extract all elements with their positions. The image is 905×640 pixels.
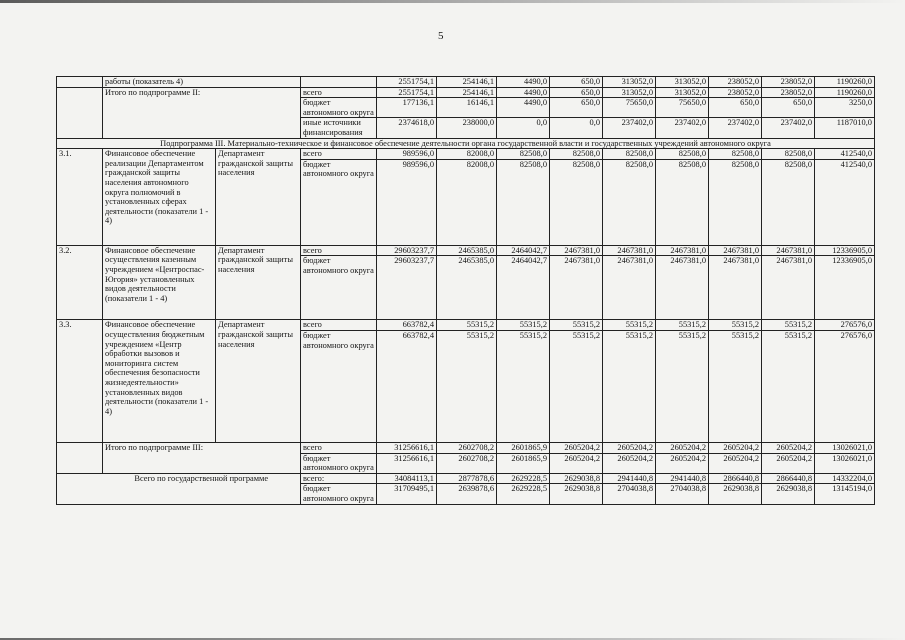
item-name: Финансовое обеспечение осуществления бюджетным учреждением «Центр обработки вызовов и мониторинга систем обеспечения безопасности жизнедеятельности» установленных видов деятельности (показатели 1 - 4) bbox=[103, 320, 216, 443]
value-cell: 2605204,2 bbox=[550, 442, 603, 453]
value-cell: 2629038,8 bbox=[709, 484, 762, 504]
value-cell: 238052,0 bbox=[709, 77, 762, 88]
item-number: 3.3. bbox=[57, 320, 103, 443]
item-number: 3.2. bbox=[57, 245, 103, 320]
value-cell: 2605204,2 bbox=[603, 442, 656, 453]
source-cell: всего bbox=[301, 245, 377, 256]
value-cell: 2464042,7 bbox=[497, 245, 550, 256]
value-cell: 75650,0 bbox=[656, 98, 709, 118]
value-cell: 82008,0 bbox=[437, 149, 497, 160]
value-cell: 82508,0 bbox=[762, 159, 815, 245]
value-cell: 55315,2 bbox=[497, 330, 550, 442]
item-name: Финансовое обеспечение реализации Департаментом гражданской защиты населения автономного округа полномочий в установленных сферах деятельности (показатели 1 - 4) bbox=[103, 149, 216, 246]
value-cell: 650,0 bbox=[550, 77, 603, 88]
value-cell: 2605204,2 bbox=[550, 453, 603, 473]
value-cell: 31709495,1 bbox=[377, 484, 437, 504]
value-cell: 2374618,0 bbox=[377, 118, 437, 138]
value-cell: 2602708,2 bbox=[437, 442, 497, 453]
value-cell: 2467381,0 bbox=[603, 256, 656, 320]
value-cell: 55315,2 bbox=[437, 320, 497, 331]
value-cell: 2605204,2 bbox=[709, 453, 762, 473]
value-cell: 82508,0 bbox=[497, 149, 550, 160]
value-cell: 82508,0 bbox=[497, 159, 550, 245]
item-name: Финансовое обеспечение осуществления казенным учреждением «Центроспас-Югория» установленных видов деятельности (показатели 1 - 4) bbox=[103, 245, 216, 320]
value-cell: 13026021,0 bbox=[815, 453, 875, 473]
source-cell: всего bbox=[301, 87, 377, 98]
value-cell: 177136,1 bbox=[377, 98, 437, 118]
value-cell: 276576,0 bbox=[815, 330, 875, 442]
value-cell: 55315,2 bbox=[656, 320, 709, 331]
source-cell: бюджет автономного округа bbox=[301, 256, 377, 320]
value-cell: 29603237,7 bbox=[377, 245, 437, 256]
value-cell: 237402,0 bbox=[603, 118, 656, 138]
value-cell: 82508,0 bbox=[709, 159, 762, 245]
value-cell: 2467381,0 bbox=[709, 256, 762, 320]
table-row bbox=[57, 87, 875, 98]
source-cell: бюджет автономного округа bbox=[301, 484, 377, 504]
value-cell: 2467381,0 bbox=[709, 245, 762, 256]
value-cell: 2941440,8 bbox=[603, 473, 656, 484]
value-cell: 2605204,2 bbox=[603, 453, 656, 473]
value-cell: 0,0 bbox=[550, 118, 603, 138]
value-cell: 82508,0 bbox=[656, 159, 709, 245]
value-cell: 663782,4 bbox=[377, 320, 437, 331]
value-cell: 82508,0 bbox=[550, 159, 603, 245]
source-cell: бюджет автономного округа bbox=[301, 453, 377, 473]
table-row bbox=[57, 442, 875, 453]
value-cell: 55315,2 bbox=[656, 330, 709, 442]
table-row bbox=[57, 245, 875, 256]
value-cell: 2467381,0 bbox=[762, 256, 815, 320]
value-cell: 2704038,8 bbox=[603, 484, 656, 504]
value-cell: 650,0 bbox=[550, 98, 603, 118]
value-cell: 238000,0 bbox=[437, 118, 497, 138]
grand-total-label: Всего по государственной программе bbox=[103, 473, 301, 504]
value-cell: 2467381,0 bbox=[550, 256, 603, 320]
value-cell: 13145194,0 bbox=[815, 484, 875, 504]
value-cell: 2551754,1 bbox=[377, 87, 437, 98]
source-cell: всего bbox=[301, 149, 377, 160]
value-cell: 276576,0 bbox=[815, 320, 875, 331]
value-cell: 3250,0 bbox=[815, 98, 875, 118]
value-cell: 237402,0 bbox=[656, 118, 709, 138]
value-cell: 254146,1 bbox=[437, 87, 497, 98]
page-number: 5 bbox=[438, 30, 444, 42]
value-cell: 2629228,5 bbox=[497, 484, 550, 504]
value-cell: 313052,0 bbox=[603, 77, 656, 88]
value-cell: 2551754,1 bbox=[377, 77, 437, 88]
value-cell: 55315,2 bbox=[437, 330, 497, 442]
value-cell: 82508,0 bbox=[656, 149, 709, 160]
value-cell: 313052,0 bbox=[656, 87, 709, 98]
table-row bbox=[57, 149, 875, 160]
value-cell: 2629038,8 bbox=[550, 484, 603, 504]
value-cell: 2866440,8 bbox=[762, 473, 815, 484]
value-cell: 2467381,0 bbox=[656, 256, 709, 320]
value-cell: 2866440,8 bbox=[709, 473, 762, 484]
table-row bbox=[57, 473, 875, 484]
value-cell: 82008,0 bbox=[437, 159, 497, 245]
value-cell: 1190260,0 bbox=[815, 77, 875, 88]
value-cell: 4490,0 bbox=[497, 98, 550, 118]
value-cell: 34084113,1 bbox=[377, 473, 437, 484]
value-cell: 2601865,9 bbox=[497, 453, 550, 473]
scan-edge-top bbox=[0, 0, 905, 3]
source-cell: всего bbox=[301, 320, 377, 331]
table-row bbox=[57, 77, 875, 88]
source-cell: бюджет автономного округа bbox=[301, 98, 377, 118]
value-cell: 55315,2 bbox=[762, 330, 815, 442]
value-cell: 2629038,8 bbox=[762, 484, 815, 504]
value-cell: 2629038,8 bbox=[550, 473, 603, 484]
value-cell: 2605204,2 bbox=[762, 453, 815, 473]
value-cell: 989596,0 bbox=[377, 159, 437, 245]
value-cell: 237402,0 bbox=[762, 118, 815, 138]
value-cell: 2605204,2 bbox=[709, 442, 762, 453]
subtotal-label: Итого по подпрограмме III: bbox=[103, 442, 301, 473]
value-cell: 2605204,2 bbox=[762, 442, 815, 453]
value-cell: 313052,0 bbox=[656, 77, 709, 88]
item-executor: Департамент гражданской защиты населения bbox=[216, 149, 301, 246]
value-cell: 75650,0 bbox=[603, 98, 656, 118]
value-cell: 82508,0 bbox=[550, 149, 603, 160]
value-cell: 55315,2 bbox=[497, 320, 550, 331]
value-cell: 254146,1 bbox=[437, 77, 497, 88]
value-cell: 650,0 bbox=[709, 98, 762, 118]
value-cell: 1190260,0 bbox=[815, 87, 875, 98]
value-cell: 2464042,7 bbox=[497, 256, 550, 320]
value-cell: 2467381,0 bbox=[603, 245, 656, 256]
source-cell: бюджет автономного округа bbox=[301, 330, 377, 442]
value-cell: 237402,0 bbox=[709, 118, 762, 138]
value-cell: 55315,2 bbox=[550, 330, 603, 442]
value-cell: 4490,0 bbox=[497, 77, 550, 88]
program-budget-table bbox=[56, 76, 875, 505]
value-cell: 2877878,6 bbox=[437, 473, 497, 484]
value-cell: 14332204,0 bbox=[815, 473, 875, 484]
value-cell: 2467381,0 bbox=[762, 245, 815, 256]
value-cell: 238052,0 bbox=[709, 87, 762, 98]
value-cell: 412540,0 bbox=[815, 149, 875, 160]
value-cell: 31256616,1 bbox=[377, 453, 437, 473]
value-cell: 2605204,2 bbox=[656, 442, 709, 453]
table-row bbox=[57, 320, 875, 331]
value-cell: 2467381,0 bbox=[656, 245, 709, 256]
source-cell: иные источники финансирования bbox=[301, 118, 377, 138]
row-label: работы (показатель 4) bbox=[103, 77, 301, 88]
item-number: 3.1. bbox=[57, 149, 103, 246]
value-cell: 31256616,1 bbox=[377, 442, 437, 453]
value-cell: 82508,0 bbox=[603, 149, 656, 160]
source-cell: всего bbox=[301, 442, 377, 453]
value-cell: 650,0 bbox=[762, 98, 815, 118]
value-cell: 55315,2 bbox=[550, 320, 603, 331]
value-cell: 989596,0 bbox=[377, 149, 437, 160]
value-cell: 2704038,8 bbox=[656, 484, 709, 504]
item-executor: Департамент гражданской защиты населения bbox=[216, 320, 301, 443]
value-cell: 2465385,0 bbox=[437, 245, 497, 256]
value-cell: 4490,0 bbox=[497, 87, 550, 98]
value-cell: 55315,2 bbox=[762, 320, 815, 331]
value-cell: 663782,4 bbox=[377, 330, 437, 442]
value-cell: 2941440,8 bbox=[656, 473, 709, 484]
value-cell: 2601865,9 bbox=[497, 442, 550, 453]
value-cell: 16146,1 bbox=[437, 98, 497, 118]
subtotal-label: Итого по подпрограмме II: bbox=[103, 87, 301, 138]
subprogram-title: Подпрограмма III. Материально-техническое и финансовое обеспечение деятельности органа государственной власти и государственных учреждений автономного округа bbox=[57, 138, 875, 149]
value-cell: 82508,0 bbox=[603, 159, 656, 245]
source-cell: бюджет автономного округа bbox=[301, 159, 377, 245]
value-cell: 313052,0 bbox=[603, 87, 656, 98]
value-cell: 2467381,0 bbox=[550, 245, 603, 256]
value-cell: 650,0 bbox=[550, 87, 603, 98]
value-cell: 55315,2 bbox=[603, 320, 656, 331]
value-cell: 2465385,0 bbox=[437, 256, 497, 320]
value-cell: 29603237,7 bbox=[377, 256, 437, 320]
value-cell: 412540,0 bbox=[815, 159, 875, 245]
source-cell: всего: bbox=[301, 473, 377, 484]
value-cell: 2602708,2 bbox=[437, 453, 497, 473]
value-cell: 1187010,0 bbox=[815, 118, 875, 138]
value-cell: 55315,2 bbox=[709, 320, 762, 331]
value-cell: 0,0 bbox=[497, 118, 550, 138]
value-cell: 82508,0 bbox=[709, 149, 762, 160]
value-cell: 238052,0 bbox=[762, 77, 815, 88]
item-executor: Департамент гражданской защиты населения bbox=[216, 245, 301, 320]
value-cell: 2639878,6 bbox=[437, 484, 497, 504]
value-cell: 12336905,0 bbox=[815, 245, 875, 256]
value-cell: 12336905,0 bbox=[815, 256, 875, 320]
value-cell: 13026021,0 bbox=[815, 442, 875, 453]
value-cell: 238052,0 bbox=[762, 87, 815, 98]
value-cell: 82508,0 bbox=[762, 149, 815, 160]
table-row bbox=[57, 138, 875, 149]
value-cell: 2629228,5 bbox=[497, 473, 550, 484]
value-cell: 2605204,2 bbox=[656, 453, 709, 473]
value-cell: 55315,2 bbox=[603, 330, 656, 442]
value-cell: 55315,2 bbox=[709, 330, 762, 442]
